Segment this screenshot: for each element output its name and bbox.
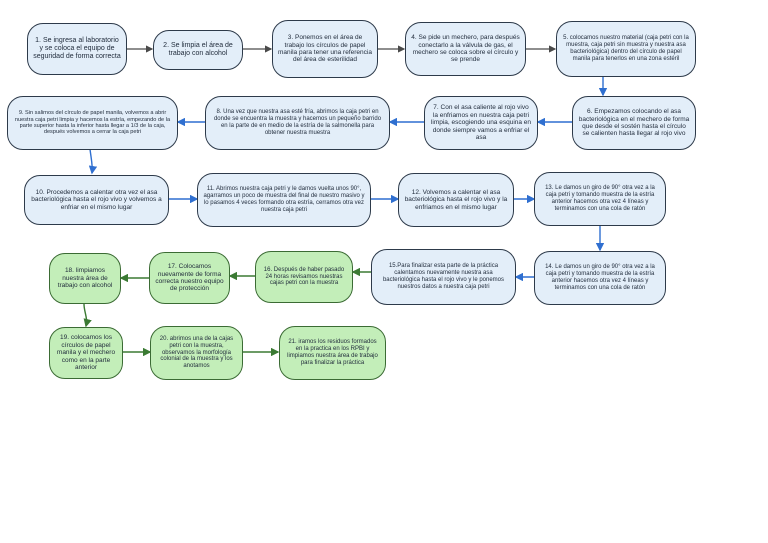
step-11-node [197, 173, 371, 227]
step-3-text: 3. Ponemos en el área de trabajo los círculos de papel manila para tener una referencia del área de esterilidad [278, 34, 372, 64]
step-9-text: 9. Sin salirnos del círculo de papel manila, volvemos a abrir nuestra caja petri limpia y hacemos la estría, empezando de la parte superior hasta la inferior hasta llegar a 1/3 de la caja, después volvemos a cerrar la caja petri [14, 110, 171, 136]
step-7-node [424, 96, 538, 150]
step-12-text: 12. Volvemos a calentar el asa bacteriológica hasta el rojo vivo y la enfriamos en el mismo lugar [404, 188, 508, 211]
arrow-9-10 [90, 149, 92, 173]
step-10-node [24, 175, 169, 225]
step-2-node [153, 30, 243, 70]
step-14-text: 14. Le damos un giro de 90° otra vez a la caja petri y tomando muestra de la estría anterior hacemos otra vez 4 líneas y terminamos con una cola de ratón [545, 264, 655, 291]
step-19-node [49, 327, 123, 379]
step-17-node [149, 252, 230, 304]
step-18-node [49, 253, 121, 304]
step-5-text: 5. colocamos nuestro material (caja petri con la muestra, caja petri sin muestra y nuestra asa bacteriológica) dentro del círculo de papel manila para tenerlos en una zona estéril [563, 35, 689, 62]
step-9-node [7, 96, 178, 150]
step-19-text: 19. colocamos los círculos de papel manila y el mechero como en la parte anterior [56, 334, 116, 372]
step-2-text: 2. Se limpia el área de trabajo con alcohol [163, 41, 233, 57]
step-8-node [205, 96, 390, 150]
step-11-text: 11. Abrimos nuestra caja petri y le damos vuelta unos 90°, agarramos un poco de muestra del final de nuestro masivo y lo pasamos 4 veces formando otra estría, cerramos otra vez nuestra caja petri [203, 186, 365, 213]
step-7-text: 7. Con el asa caliente al rojo vivo la enfriamos en nuestra caja petri limpia, escogiendo una esquina en donde siempre vamos a enfriar el asa [430, 104, 532, 142]
step-16-node [255, 251, 353, 303]
step-1-text: 1. Se ingresa al laboratorio y se coloca el equipo de seguridad de forma correcta [33, 36, 121, 61]
step-18-text: 18. limpiamos nuestra área de trabajo con alcohol [57, 267, 113, 290]
step-1-node [27, 23, 127, 75]
step-13-node [534, 172, 666, 226]
step-14-node [534, 251, 666, 305]
step-6-text: 6. Empezamos colocando el asa bacteriológica en el mechero de forma que desde el sostén hasta el círculo se calienten hasta llegar al rojo vivo [578, 108, 690, 138]
step-8-text: 8. Una vez que nuestra asa esté fría, abrimos la caja petri en donde se encuentra la muestra y hacemos un pequeño barrido en la parte de en medio de la estría de la salmonella para obtener nuestra muestra [213, 109, 382, 136]
step-20-node [150, 326, 243, 380]
step-15-node [371, 249, 516, 305]
step-16-text: 16. Después de haber pasado 24 horas revisamos nuestras cajas petri con la muestra [263, 266, 345, 287]
step-12-node [398, 173, 514, 227]
arrow-18-19 [84, 304, 87, 326]
step-6-node [572, 96, 696, 150]
step-20-text: 20. abrimos una de la cajas petri con la muestra, observamos la morfología colonial de la muestra y los anotamos [159, 335, 234, 370]
step-4-node [405, 22, 526, 76]
step-13-text: 13. Le damos un giro de 90° otra vez a la caja petri y tomando muestra de la estría anterior hacemos otra vez 4 líneas y terminamos con una cola de ratón [545, 185, 655, 212]
step-21-node [279, 326, 386, 380]
step-5-node [556, 21, 696, 77]
step-3-node [272, 20, 378, 78]
step-17-text: 17. Colocamos nuevamente de forma correcta nuestro equipo de protección [155, 263, 224, 293]
step-10-text: 10. Procedemos a calentar otra vez el asa bacteriológica hasta el rojo vivo y volvemos a enfriar en el mismo lugar [31, 188, 162, 211]
step-15-text: 15.Para finalizar esta parte de la práctica calentamos nuevamente nuestra asa bacteriológica hasta el rojo vivo y le ponemos nuestros datos a nuestra caja petri [382, 263, 505, 290]
step-21-text: 21. iramos los residuos formados en la practica en los RPBI y limpiamos nuestra área de trabajo para finalizar la práctica [287, 339, 378, 366]
step-4-text: 4. Se pide un mechero, para después conectarlo a la válvula de gas, el mechero se coloca sobre el círculo y se prende [411, 34, 520, 64]
